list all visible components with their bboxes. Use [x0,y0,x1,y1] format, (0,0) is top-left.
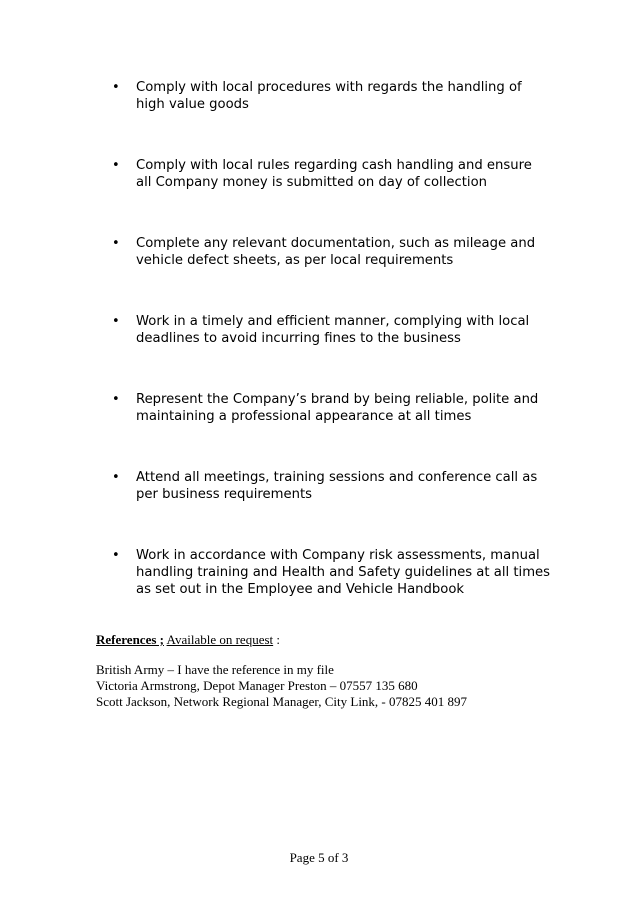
references-available: Available on request [166,632,274,647]
bullet-text: Work in accordance with Company risk assessments, manual handling training and Health and Safety guidelines at all times as set out in the Employee and Vehicle Handbook [136,548,551,597]
bullet-dot: • [112,548,120,563]
reference-line: Victoria Armstrong, Depot Manager Preston – 07557 135 680 [96,678,418,693]
bullet-text: Represent the Company’s brand by being reliable, polite and maintaining a professional appearance at all times [136,392,539,424]
bullet-dot: • [112,80,120,95]
references-label: References ; [96,632,164,647]
references-colon: : [273,632,281,647]
bullet-dot: • [112,314,120,329]
bullet-dot: • [112,470,120,485]
bullet-text: Attend all meetings, training sessions and conference call as per business requirements [136,470,538,502]
page-footer: Page 5 of 3 [289,850,349,865]
bullet-dot: • [112,392,120,407]
reference-line: Scott Jackson, Network Regional Manager, City Link, - 07825 401 897 [96,694,468,709]
references-section [96,632,596,710]
bullet-dot: • [112,158,120,173]
bullet-dot: • [112,236,120,251]
bullet-text: Work in a timely and efficient manner, complying with local deadlines to avoid incurring fines to the business [136,314,530,346]
bullet-text: Comply with local procedures with regards the handling of high value goods [136,80,522,112]
bullet-text: Complete any relevant documentation, such as mileage and vehicle defect sheets, as per local requirements [136,236,536,268]
reference-line: British Army – I have the reference in my file [96,662,334,677]
references-heading [96,632,596,648]
bullet-text: Comply with local rules regarding cash handling and ensure all Company money is submitted on day of collection [136,158,532,190]
